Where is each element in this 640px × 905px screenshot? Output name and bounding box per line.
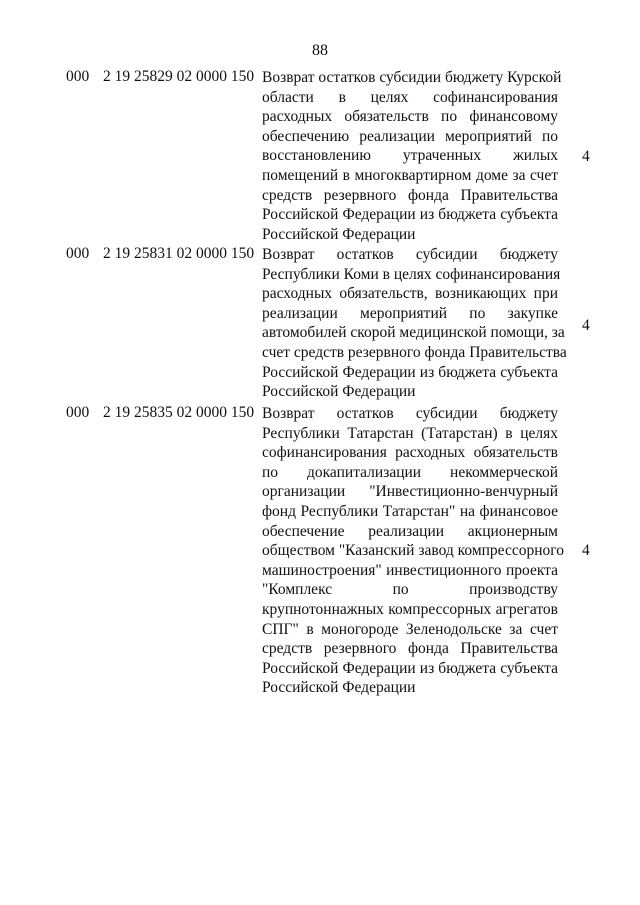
description-line: фонд Республики Татарстан" на финансовое xyxy=(262,502,558,520)
description-line: средств резервного фонда Правительства xyxy=(262,186,558,204)
description-line: автомобилей скорой медицинской помощи, за xyxy=(262,324,565,342)
description-line: софинансирования расходных обязательств xyxy=(262,444,558,462)
kbk-code: 2 19 25831 02 0000 150 xyxy=(103,245,255,262)
description-line: машиностроения" инвестиционного проекта xyxy=(262,561,558,579)
kbk-code: 2 19 25835 02 0000 150 xyxy=(103,404,255,421)
description-line: СПГ" в моногороде Зеленодольске за счет xyxy=(262,620,558,638)
admin-code: 000 xyxy=(66,245,90,262)
page-number: 88 xyxy=(312,42,328,59)
description-line: Возврат остатков субсидии бюджету xyxy=(262,246,558,263)
description-line: Российской Федерации xyxy=(262,225,416,243)
amount-value: 4 xyxy=(582,317,590,334)
description-line: обществом "Казанский завод компрессорного xyxy=(262,542,564,560)
description-line: обеспечению реализации мероприятий по xyxy=(262,127,558,145)
description-line: расходных обязательств по финансовому xyxy=(262,108,558,126)
description-line: Российской Федерации из бюджета субъекта xyxy=(262,659,558,677)
description-line: Российской Федерации xyxy=(262,383,416,401)
description-line: счет средств резервного фонда Правительства xyxy=(262,343,567,361)
description-line: обеспечение реализации акционерным xyxy=(262,522,558,540)
description-line: Российской Федерации из бюджета субъекта xyxy=(262,363,558,381)
description-line: Возврат остатков субсидии бюджету Курской xyxy=(262,69,562,86)
description-line: области в целях софинансирования xyxy=(262,88,558,106)
description-line: Республики Татарстан (Татарстан) в целях xyxy=(262,424,558,442)
kbk-code: 2 19 25829 02 0000 150 xyxy=(103,68,255,85)
description-line: "Комплекс по производству xyxy=(262,581,558,599)
description-line: Российской Федерации xyxy=(262,679,416,697)
description-line: организации "Инвестиционно-венчурный xyxy=(262,483,558,501)
description-line: средств резервного фонда Правительства xyxy=(262,640,558,658)
row-description xyxy=(262,245,567,402)
description-line: расходных обязательств, возникающих при xyxy=(262,285,558,303)
description-line: крупнотоннажных компрессорных агрегатов xyxy=(262,600,558,618)
description-line: Возврат остатков субсидии бюджету xyxy=(262,405,558,422)
description-line: Республики Коми в целях софинансирования xyxy=(262,265,561,283)
description-line: реализации мероприятий по закупке xyxy=(262,304,558,322)
amount-value: 4 xyxy=(582,148,590,165)
description-line: восстановлению утраченных жилых xyxy=(262,147,558,165)
row-description xyxy=(262,404,564,698)
amount-value: 4 xyxy=(582,542,590,559)
admin-code: 000 xyxy=(66,68,90,85)
description-line: помещений в многоквартирном доме за счет xyxy=(262,166,558,184)
admin-code: 000 xyxy=(66,404,90,421)
row-description xyxy=(262,68,562,244)
description-line: Российской Федерации из бюджета субъекта xyxy=(262,206,558,224)
description-line: по докапитализации некоммерческой xyxy=(262,463,558,481)
